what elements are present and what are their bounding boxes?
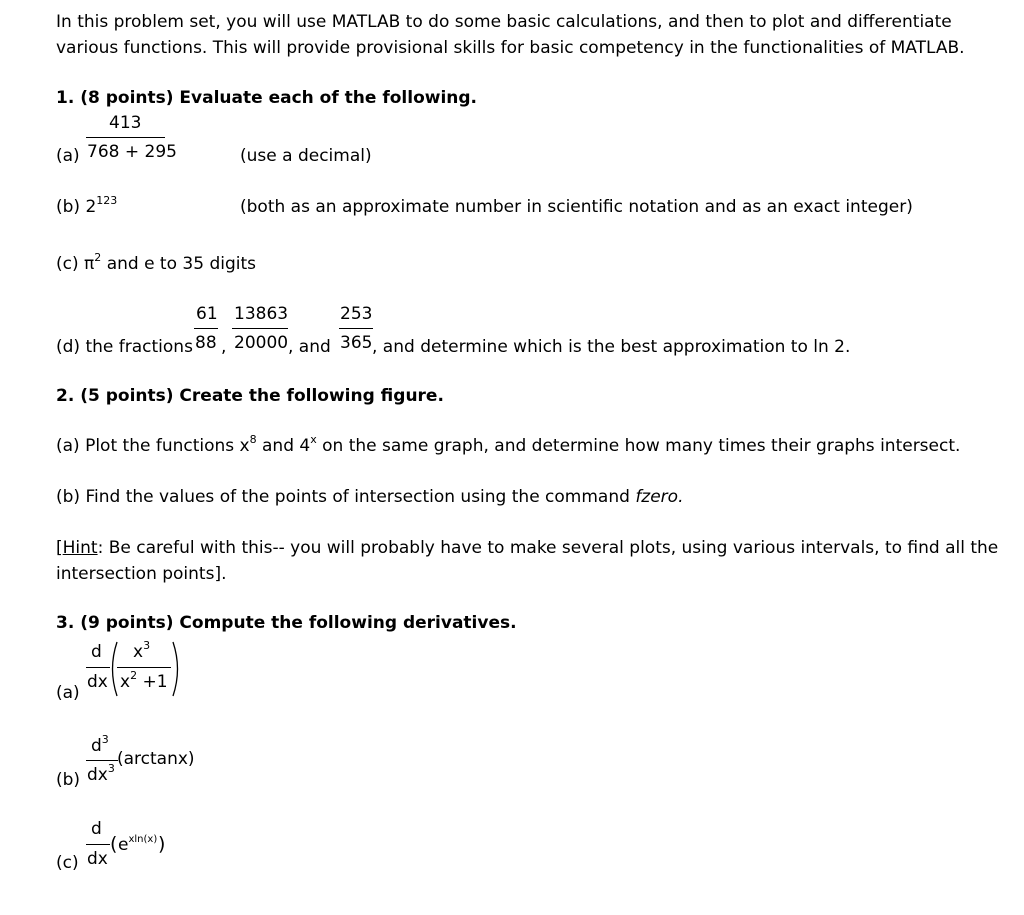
intro-line-1: In this problem set, you will use MATLAB to do some basic calculations, and then to plot and differentiate [56,12,952,32]
q3a-label: (a) [56,683,80,703]
q3b-dx-text: dx [87,765,108,785]
q3a-den-rest: +1 [137,672,168,692]
q1a-numerator: 413 [109,113,142,133]
q1d-comma-1: , [221,337,227,357]
q1d-f3-denominator: 365 [340,333,373,353]
q1d-prefix: (d) the fractions [56,337,193,357]
q3c-dx: dx [87,849,108,869]
q3b-bar [86,760,118,761]
q3a-fraction-bar [117,667,171,668]
q1a-denominator: 768 + 295 [87,142,177,162]
q3b-function: (arctanx) [117,749,195,769]
q2b-line [56,487,683,507]
q3b-d [91,733,109,756]
hint-label: Hint [62,538,98,558]
q2a-text-2: and 4 [256,436,311,456]
q3a-den-x: x [120,672,131,692]
q1d-f1-denominator: 88 [195,333,217,353]
q1d-f3-bar [339,328,373,329]
q1c-pi-exponent: 2 [94,251,102,264]
q1a-label: (a) [56,146,80,166]
q3b-dx [87,762,115,785]
q3c-bar [86,844,110,845]
q3a-dx: dx [87,672,108,692]
q1a-note: (use a decimal) [240,146,372,166]
q3a-numerator [133,639,151,662]
hint-open-bracket: [ [56,538,63,558]
q1d-f1-numerator: 61 [196,304,218,324]
q3b-d-text: d [91,736,102,756]
q1b-base: 2 [85,197,97,217]
q1d-f1-bar [194,328,218,329]
q3c-exponent: xln(x) [128,834,158,845]
q3c-d: d [91,819,102,839]
q3b-dx-exp: 3 [107,762,115,775]
q2a-text-3: on the same graph, and determine how many times their graphs intersect. [316,436,961,456]
q3c-exponential [118,835,157,855]
q2-hint-line-1 [56,538,998,558]
q3a-den-exp: 2 [130,669,138,682]
q2b-text: (b) Find the values of the points of intersection using the command [56,487,636,507]
q2-heading: 2. (5 points) Create the following figure. [56,386,444,406]
q2b-command: fzero. [635,487,684,507]
q1c-pi: π [84,254,95,274]
q1d-and: , and [288,337,331,357]
q2-hint-line-2: intersection points]. [56,564,227,584]
q1d-suffix: , and determine which is the best approximation to ln 2. [372,337,851,357]
q1b-label-text: (b) [56,197,81,217]
q1d-f3-numerator: 253 [340,304,373,324]
intro-line-2: various functions. This will provide provisional skills for basic competency in the functionalities of MATLAB. [56,38,965,58]
q1c-line [56,251,256,274]
q3a-num-x: x [133,642,144,662]
q2a-line [56,433,961,456]
q3-heading: 3. (9 points) Compute the following derivatives. [56,613,517,633]
hint-text-1: : Be careful with this-- you will probably have to make several plots, using various intervals, to find all the [97,538,999,558]
q1d-f2-numerator: 13863 [234,304,289,324]
q2a-exp-2: x [310,433,317,446]
q1b-exponent: 123 [96,194,118,207]
q3c-label: (c) [56,853,79,873]
q3c-open-paren: ( [110,833,118,855]
q1a-fraction-bar [86,137,165,138]
q1b-note: (both as an approximate number in scientific notation and as an exact integer) [240,197,913,217]
q3c-base: e [118,835,129,855]
q1d-f2-denominator: 20000 [234,333,289,353]
q1d-f2-bar [232,328,288,329]
q3a-num-exp: 3 [143,639,151,652]
q3b-label: (b) [56,770,81,790]
q1c-label: (c) [56,254,79,274]
q2a-text-1: (a) Plot the functions x [56,436,250,456]
q3c-close-paren: ) [158,833,166,855]
q1-heading: 1. (8 points) Evaluate each of the following. [56,88,478,108]
q2a-exp-1: 8 [249,433,257,446]
q1c-rest: and e to 35 digits [106,254,256,274]
q3a-d: d [91,642,102,662]
q3a-denominator [120,669,168,692]
q1b-label [56,194,118,217]
q3b-d-exp: 3 [101,733,109,746]
